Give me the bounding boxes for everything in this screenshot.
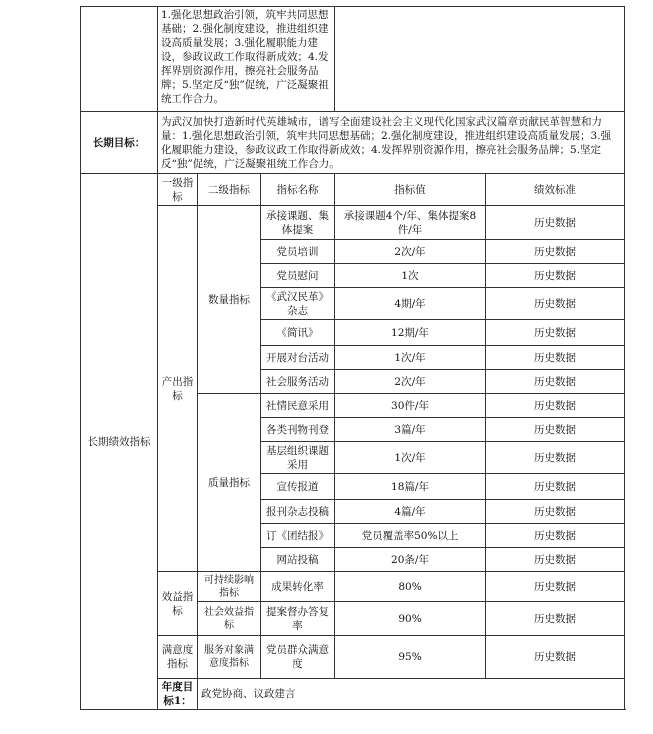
header-value: 指标值 — [335, 174, 486, 206]
indicator-standard: 历史数据 — [486, 320, 625, 346]
indicator-name: 宣传报道 — [261, 474, 335, 500]
indicator-name: 党员培训 — [261, 240, 335, 264]
service-label: 服务对象满意度指标 — [198, 636, 261, 679]
indicator-name: 党员慰问 — [261, 264, 335, 288]
indicator-name: 社情民意采用 — [261, 394, 335, 418]
indicator-value: 3篇/年 — [335, 418, 486, 442]
indicator-value: 30件/年 — [335, 394, 486, 418]
indicator-name: 成果转化率 — [261, 572, 335, 602]
indicator-standard: 历史数据 — [486, 394, 625, 418]
indicator-name: 开展对台活动 — [261, 346, 335, 370]
indicator-value: 90% — [335, 602, 486, 636]
indicator-standard: 历史数据 — [486, 636, 625, 679]
long-term-label: 长期目标： — [81, 112, 158, 174]
indicator-standard: 历史数据 — [486, 442, 625, 474]
indicator-value: 4期/年 — [335, 288, 486, 320]
benefit-label: 效益指标 — [158, 572, 198, 636]
indicator-name: 各类刊物刊登 — [261, 418, 335, 442]
indicator-standard: 历史数据 — [486, 346, 625, 370]
indicator-standard: 历史数据 — [486, 370, 625, 394]
indicator-name: 党员群众满意度 — [261, 636, 335, 679]
indicator-name: 基层组织课题采用 — [261, 442, 335, 474]
annual-text: 政党协商、议政建言 — [198, 679, 625, 710]
indicator-name: 《武汉民革》杂志 — [261, 288, 335, 320]
header-standard: 绩效标准 — [486, 174, 625, 206]
header-name: 指标名称 — [261, 174, 335, 206]
long-term-text: 为武汉加快打造新时代英雄城市，谱写全面建设社会主义现代化国家武汉篇章贡献民革智慧和力量：1.强化思想政治引领，筑牢共同思想基础；2.强化制度建设，推进组织建设高质量发展；3.强化履职能力建设，参政议政工作取得新成效；4.发挥界别资源作用，擦亮社会服务品牌；5.坚定反“独”促统，广泛凝聚祖统工作合力。 — [158, 112, 625, 174]
social-label: 社会效益指标 — [198, 602, 261, 636]
indicator-name: 报刊杂志投稿 — [261, 500, 335, 524]
indicator-value: 20条/年 — [335, 548, 486, 572]
indicator-value: 承接课题4个/年、集体提案8件/年 — [335, 206, 486, 240]
indicator-value: 1次 — [335, 264, 486, 288]
indicator-standard: 历史数据 — [486, 206, 625, 240]
indicator-value: 党员覆盖率50%以上 — [335, 524, 486, 548]
indicator-name: 承接课题、集体提案 — [261, 206, 335, 240]
indicator-name: 网站投稿 — [261, 548, 335, 572]
indicator-name: 《简讯》 — [261, 320, 335, 346]
indicator-name: 订《团结报》 — [261, 524, 335, 548]
top-empty-right — [335, 7, 625, 112]
indicator-standard: 历史数据 — [486, 524, 625, 548]
indicator-value: 1次/年 — [335, 346, 486, 370]
output-label: 产出指标 — [158, 206, 198, 572]
indicator-name: 提案督办答复率 — [261, 602, 335, 636]
indicator-value: 4篇/年 — [335, 500, 486, 524]
indicator-standard: 历史数据 — [486, 602, 625, 636]
indicator-value: 1次/年 — [335, 442, 486, 474]
header-level1: 一级指标 — [158, 174, 198, 206]
indicator-standard: 历史数据 — [486, 572, 625, 602]
indicator-name: 社会服务活动 — [261, 370, 335, 394]
indicator-value: 80% — [335, 572, 486, 602]
indicator-value: 95% — [335, 636, 486, 679]
indicator-standard: 历史数据 — [486, 548, 625, 572]
quality-label: 质量指标 — [198, 394, 261, 572]
top-goals-text: 1.强化思想政治引领，筑牢共同思想基础；2.强化制度建设，推进组织建设高质量发展；3.强化履职能力建设，参政议政工作取得新成效；4.发挥界别资源作用，擦亮社会服务品牌；5.坚定反“独”促统，广泛凝聚祖统工作合力。 — [158, 7, 335, 112]
indicator-standard: 历史数据 — [486, 264, 625, 288]
indicator-standard: 历史数据 — [486, 240, 625, 264]
indicator-value: 18篇/年 — [335, 474, 486, 500]
indicator-value: 2次/年 — [335, 240, 486, 264]
performance-goal-table — [80, 6, 625, 710]
indicator-value: 2次/年 — [335, 370, 486, 394]
top-empty-cell — [81, 7, 158, 112]
indicator-standard: 历史数据 — [486, 288, 625, 320]
perf-label: 长期绩效指标 — [81, 174, 158, 710]
annual-label: 年度目标1： — [158, 679, 198, 710]
satisfaction-label: 满意度指标 — [158, 636, 198, 679]
sustain-label: 可持续影响指标 — [198, 572, 261, 602]
indicator-standard: 历史数据 — [486, 474, 625, 500]
quantity-label: 数量指标 — [198, 206, 261, 394]
indicator-standard: 历史数据 — [486, 418, 625, 442]
indicator-standard: 历史数据 — [486, 500, 625, 524]
header-level2: 二级指标 — [198, 174, 261, 206]
indicator-value: 12期/年 — [335, 320, 486, 346]
